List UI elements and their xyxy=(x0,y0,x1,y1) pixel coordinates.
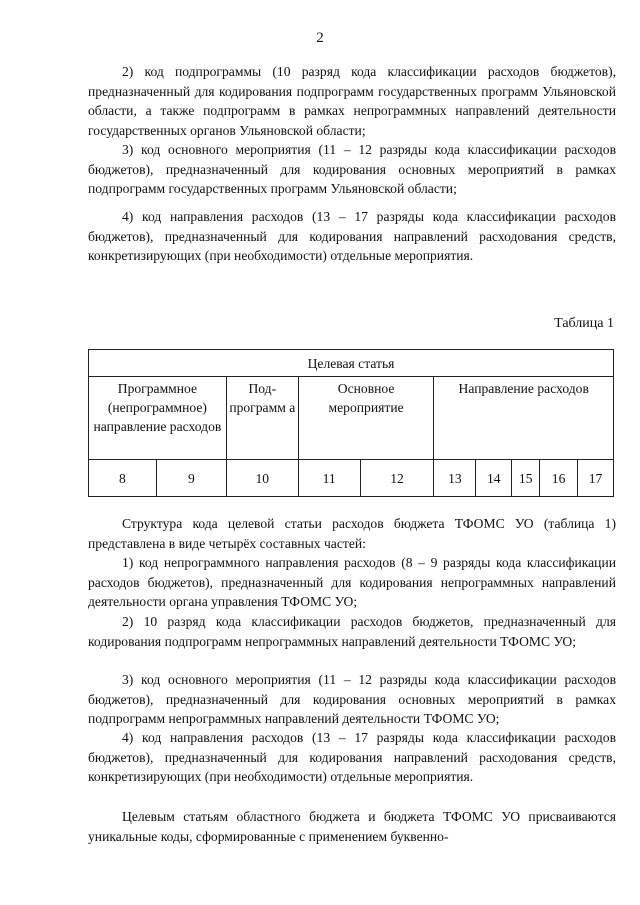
col-main-activity: Основное мероприятие xyxy=(298,377,434,460)
paragraph-tfoms-main-activity: 3) код основного мероприятия (11 – 12 разряды кода классификации расходов бюджетов), предназначенный для кодирования основных мероприятий в рамках подпрограмм непрограммных направлений деятельности ТФОМС УО; xyxy=(88,672,616,726)
digit-cell: 12 xyxy=(360,460,434,497)
digit-cell: 10 xyxy=(226,460,298,497)
col-expense-direction: Направление расходов xyxy=(434,377,614,460)
paragraph-tfoms-subprogram: 2) 10 разряд кода классификации расходов бюджетов, предназначенный для кодирования подпрограмм непрограммных направлений деятельности ТФОМС УО; xyxy=(88,614,616,649)
paragraph-main-activity-code: 3) код основного мероприятия (11 – 12 разряды кода классификации расходов бюджетов), предназначенный для кодирования основных мероприятий в рамках подпрограмм государственных программ Ульяновской области; xyxy=(88,142,616,196)
paragraph-subprogram-code: 2) код подпрограммы (10 разряд кода классификации расходов бюджетов), предназначенный для кодирования подпрограмм государственных программ Ульяновской области, а также подпрограмм в рамках непрограммных направлений деятельности государственных органов Ульяновской области; xyxy=(88,64,616,138)
digit-cell: 13 xyxy=(434,460,476,497)
paragraph-structure-intro: Структура кода целевой статьи расходов бюджета ТФОМС УО (таблица 1) представлена в виде четырёх составных частей: xyxy=(88,516,616,551)
col-subprogram: Под-программ а xyxy=(226,377,298,460)
table-header-target-article: Целевая статья xyxy=(89,350,614,377)
digit-cell: 14 xyxy=(476,460,512,497)
digit-cell: 8 xyxy=(89,460,157,497)
table-caption: Таблица 1 xyxy=(554,316,614,331)
paragraph-unique-codes: Целевым статьям областного бюджета и бюджета ТФОМС УО присваиваются уникальные коды, сформированные с применением буквенно- xyxy=(88,809,616,844)
digit-cell: 11 xyxy=(298,460,360,497)
digit-cell: 9 xyxy=(156,460,226,497)
digit-cell: 16 xyxy=(540,460,578,497)
page-number: 2 xyxy=(316,30,324,46)
paragraph-expense-direction-code: 4) код направления расходов (13 – 17 разряды кода классификации расходов бюджетов), предназначенный для кодирования направлений расходования средств, конкретизирующих (при необходимости) отдельные мероприятия. xyxy=(88,209,616,263)
col-program-direction: Программное (непрограммное) направление расходов xyxy=(89,377,227,460)
digit-cell: 15 xyxy=(512,460,540,497)
digit-cell: 17 xyxy=(578,460,614,497)
paragraph-nonprogram-code: 1) код непрограммного направления расходов (8 – 9 разряды кода классификации расходов бюджетов), предназначенный для кодирования непрограммных направлений деятельности органа управления ТФОМС УО; xyxy=(88,555,616,609)
target-article-table xyxy=(88,349,614,497)
paragraph-tfoms-expense-direction: 4) код направления расходов (13 – 17 разряды кода классификации расходов бюджетов), предназначенный для кодирования направлений расходования средств, конкретизирующих (при необходимости) отдельные мероприятия. xyxy=(88,730,616,784)
